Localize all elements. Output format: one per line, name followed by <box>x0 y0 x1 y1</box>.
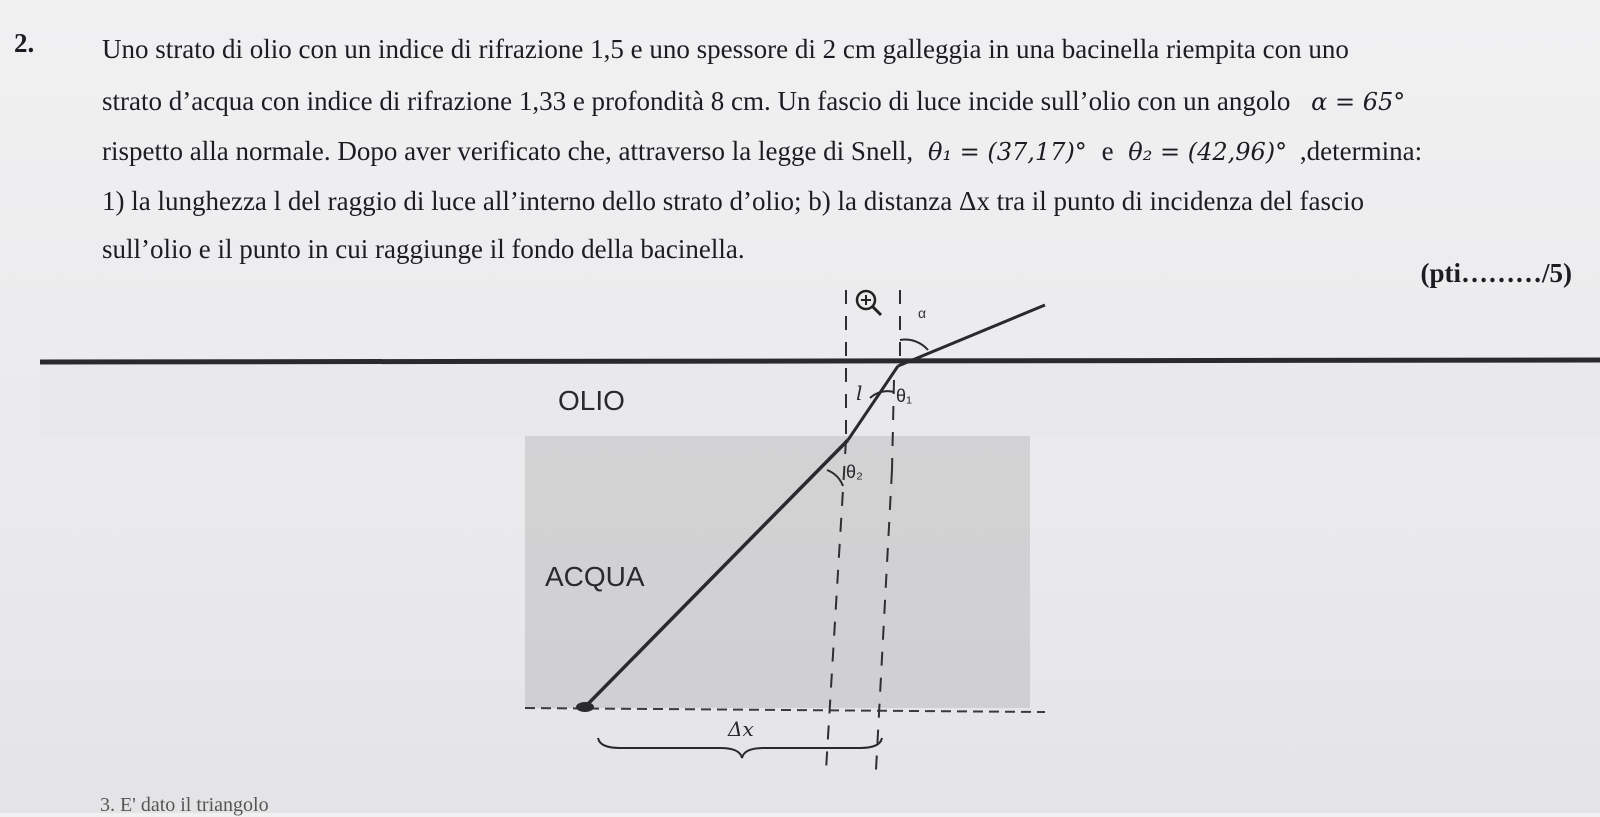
conjunction: e <box>1101 136 1114 166</box>
delta-x-brace <box>598 738 882 758</box>
zoom-in-icon[interactable] <box>857 291 881 315</box>
problem-line-1: Uno strato di olio con un indice di rifrazione 1,5 e uno spessore di 2 cm galleggia in una bacinella riempita con uno <box>102 34 1349 64</box>
theta1-label: θ₁ <box>896 386 913 406</box>
basin-bottom-line <box>525 708 1045 712</box>
delta-x-label: Δx <box>728 717 754 741</box>
problem-number: 2. <box>14 28 35 58</box>
oil-surface-line <box>40 360 1600 362</box>
alpha-equation: α = 65° <box>1311 88 1406 116</box>
water-label: ACQUA <box>545 561 645 592</box>
l-label: l <box>856 381 863 405</box>
theta1-equation: θ₁ = (37,17)° <box>927 138 1087 166</box>
problem-line-4: 1) la lunghezza l del raggio di luce all’interno dello strato d’olio; b) la distanza Δx tra il punto di incidenza del fascio <box>102 186 1364 216</box>
problem-line-5: sull’olio e il punto in cui raggiunge il fondo della bacinella. <box>102 234 745 264</box>
oil-layer <box>40 362 1600 436</box>
bottom-point <box>576 702 594 712</box>
theta2-equation: θ₂ = (42,96)° <box>1128 138 1288 166</box>
alpha-arc <box>900 340 928 350</box>
refraction-diagram <box>0 280 1600 813</box>
problem-line-2: strato d’acqua con indice di rifrazione 1,33 e profondità 8 cm. Un fascio di luce incide sull’olio con un angolo <box>102 86 1291 116</box>
alpha-label: α <box>918 305 927 321</box>
problem-line-3: rispetto alla normale. Dopo aver verificato che, attraverso la legge di Snell, <box>102 136 914 166</box>
determina-text: ,determina: <box>1299 136 1423 166</box>
theta2-label: θ₂ <box>846 462 863 482</box>
points-field: (pti………/5) <box>1420 258 1572 288</box>
oil-label: OLIO <box>558 385 625 416</box>
next-problem-text: 3. E' dato il triangolo <box>100 794 269 816</box>
